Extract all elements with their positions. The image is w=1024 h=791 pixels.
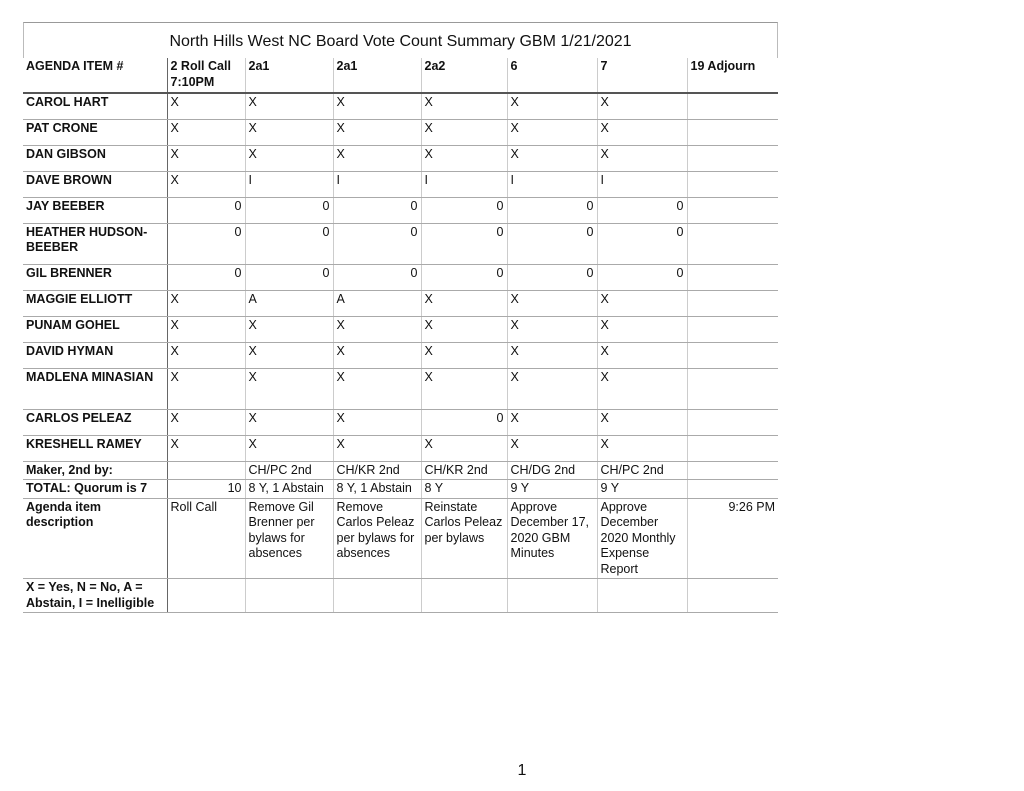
vote-cell bbox=[687, 316, 778, 342]
table-row bbox=[23, 461, 778, 480]
vote-cell: I bbox=[245, 171, 333, 197]
vote-cell: X bbox=[167, 409, 245, 435]
vote-cell bbox=[687, 93, 778, 119]
vote-cell: X bbox=[333, 93, 421, 119]
vote-cell: X bbox=[245, 342, 333, 368]
vote-cell bbox=[421, 579, 507, 613]
vote-cell: CH/KR 2nd bbox=[421, 461, 507, 480]
vote-cell: 0 bbox=[333, 223, 421, 264]
column-header: 2 Roll Call 7:10PM bbox=[167, 58, 245, 93]
vote-cell bbox=[687, 119, 778, 145]
vote-cell: A bbox=[333, 290, 421, 316]
vote-cell bbox=[687, 480, 778, 499]
row-label: PUNAM GOHEL bbox=[23, 316, 167, 342]
table-row bbox=[23, 223, 778, 264]
row-label: KRESHELL RAMEY bbox=[23, 435, 167, 461]
vote-cell: X bbox=[167, 290, 245, 316]
vote-cell: X bbox=[507, 290, 597, 316]
vote-cell bbox=[687, 290, 778, 316]
row-label: CAROL HART bbox=[23, 93, 167, 119]
vote-cell: X bbox=[507, 119, 597, 145]
vote-cell: X bbox=[597, 368, 687, 409]
vote-cell bbox=[687, 409, 778, 435]
table-row bbox=[23, 368, 778, 409]
vote-summary-sheet bbox=[23, 22, 778, 613]
vote-cell: 0 bbox=[507, 223, 597, 264]
vote-cell: X bbox=[597, 119, 687, 145]
vote-cell bbox=[687, 579, 778, 613]
table-row bbox=[23, 93, 778, 119]
vote-cell: X bbox=[333, 368, 421, 409]
vote-cell: Remove Carlos Peleaz per bylaws for absences bbox=[333, 498, 421, 579]
vote-cell bbox=[687, 145, 778, 171]
vote-cell: Approve December 2020 Monthly Expense Report bbox=[597, 498, 687, 579]
vote-cell: 8 Y, 1 Abstain bbox=[333, 480, 421, 499]
vote-cell: CH/PC 2nd bbox=[597, 461, 687, 480]
vote-cell bbox=[687, 197, 778, 223]
vote-cell: 0 bbox=[167, 264, 245, 290]
vote-table bbox=[23, 58, 778, 613]
vote-cell: 9:26 PM bbox=[687, 498, 778, 579]
row-label: X = Yes, N = No, A = Abstain, I = Inelligible bbox=[23, 579, 167, 613]
row-label: Agenda item description bbox=[23, 498, 167, 579]
vote-cell: Roll Call bbox=[167, 498, 245, 579]
vote-cell: X bbox=[167, 171, 245, 197]
vote-cell: X bbox=[245, 409, 333, 435]
vote-cell: 0 bbox=[597, 197, 687, 223]
row-label: TOTAL: Quorum is 7 bbox=[23, 480, 167, 499]
header-row bbox=[23, 58, 778, 93]
vote-cell: 0 bbox=[333, 197, 421, 223]
vote-cell: X bbox=[507, 435, 597, 461]
vote-cell: 0 bbox=[245, 197, 333, 223]
row-label: DAVID HYMAN bbox=[23, 342, 167, 368]
vote-cell bbox=[687, 435, 778, 461]
vote-cell: X bbox=[245, 145, 333, 171]
table-row bbox=[23, 316, 778, 342]
vote-cell bbox=[597, 579, 687, 613]
vote-cell: X bbox=[597, 342, 687, 368]
row-label: HEATHER HUDSON-BEEBER bbox=[23, 223, 167, 264]
vote-cell: X bbox=[507, 316, 597, 342]
vote-cell: CH/KR 2nd bbox=[333, 461, 421, 480]
vote-cell: X bbox=[167, 435, 245, 461]
column-header: 19 Adjourn bbox=[687, 58, 778, 93]
vote-cell bbox=[507, 579, 597, 613]
vote-cell bbox=[687, 461, 778, 480]
column-header: 2a1 bbox=[333, 58, 421, 93]
vote-cell: X bbox=[421, 290, 507, 316]
row-label: MADLENA MINASIAN bbox=[23, 368, 167, 409]
vote-cell: 0 bbox=[421, 197, 507, 223]
vote-cell: X bbox=[507, 342, 597, 368]
vote-cell: 0 bbox=[597, 223, 687, 264]
vote-cell: X bbox=[333, 435, 421, 461]
vote-cell: 10 bbox=[167, 480, 245, 499]
vote-cell bbox=[687, 223, 778, 264]
vote-cell: X bbox=[421, 93, 507, 119]
row-label: PAT CRONE bbox=[23, 119, 167, 145]
vote-cell: X bbox=[421, 316, 507, 342]
vote-cell: 0 bbox=[507, 197, 597, 223]
row-label: CARLOS PELEAZ bbox=[23, 409, 167, 435]
vote-cell: X bbox=[421, 368, 507, 409]
table-row bbox=[23, 197, 778, 223]
vote-cell: X bbox=[507, 145, 597, 171]
vote-cell: X bbox=[421, 435, 507, 461]
row-label: GIL BRENNER bbox=[23, 264, 167, 290]
vote-cell: X bbox=[167, 316, 245, 342]
column-header: 7 bbox=[597, 58, 687, 93]
vote-cell: X bbox=[333, 316, 421, 342]
vote-cell: X bbox=[597, 145, 687, 171]
vote-cell: 8 Y bbox=[421, 480, 507, 499]
vote-cell: I bbox=[597, 171, 687, 197]
vote-cell bbox=[687, 264, 778, 290]
vote-cell: X bbox=[507, 409, 597, 435]
vote-cell: X bbox=[597, 93, 687, 119]
vote-cell: X bbox=[333, 342, 421, 368]
vote-cell: X bbox=[167, 342, 245, 368]
vote-cell bbox=[245, 579, 333, 613]
vote-cell: X bbox=[421, 145, 507, 171]
vote-cell: X bbox=[245, 93, 333, 119]
table-row bbox=[23, 290, 778, 316]
vote-cell: 0 bbox=[507, 264, 597, 290]
vote-cell: Remove Gil Brenner per bylaws for absences bbox=[245, 498, 333, 579]
row-label: MAGGIE ELLIOTT bbox=[23, 290, 167, 316]
vote-cell bbox=[687, 342, 778, 368]
vote-cell: 0 bbox=[421, 264, 507, 290]
row-label: Maker, 2nd by: bbox=[23, 461, 167, 480]
vote-cell: X bbox=[245, 368, 333, 409]
vote-cell: I bbox=[421, 171, 507, 197]
vote-cell: 0 bbox=[245, 264, 333, 290]
column-header: 2a1 bbox=[245, 58, 333, 93]
table-row bbox=[23, 171, 778, 197]
column-header: 6 bbox=[507, 58, 597, 93]
vote-cell bbox=[167, 579, 245, 613]
row-label: DAN GIBSON bbox=[23, 145, 167, 171]
vote-cell: X bbox=[167, 93, 245, 119]
vote-cell: X bbox=[597, 409, 687, 435]
vote-cell: X bbox=[333, 145, 421, 171]
vote-cell: 9 Y bbox=[507, 480, 597, 499]
column-header: AGENDA ITEM # bbox=[23, 58, 167, 93]
vote-cell: X bbox=[333, 119, 421, 145]
vote-cell: 0 bbox=[167, 197, 245, 223]
vote-cell: I bbox=[507, 171, 597, 197]
vote-cell: 0 bbox=[597, 264, 687, 290]
vote-cell: X bbox=[597, 435, 687, 461]
page-number: 1 bbox=[517, 762, 527, 779]
vote-cell: 0 bbox=[333, 264, 421, 290]
row-label: JAY BEEBER bbox=[23, 197, 167, 223]
vote-cell: X bbox=[167, 368, 245, 409]
table-row bbox=[23, 342, 778, 368]
column-header: 2a2 bbox=[421, 58, 507, 93]
vote-cell bbox=[167, 461, 245, 480]
table-row bbox=[23, 264, 778, 290]
table-row bbox=[23, 480, 778, 499]
vote-cell: X bbox=[421, 119, 507, 145]
row-label: DAVE BROWN bbox=[23, 171, 167, 197]
table-row bbox=[23, 119, 778, 145]
vote-cell: X bbox=[507, 368, 597, 409]
table-row bbox=[23, 435, 778, 461]
vote-cell: 0 bbox=[421, 223, 507, 264]
vote-cell: X bbox=[421, 342, 507, 368]
vote-cell: X bbox=[333, 409, 421, 435]
vote-cell: X bbox=[245, 435, 333, 461]
table-row bbox=[23, 145, 778, 171]
vote-cell: Approve December 17, 2020 GBM Minutes bbox=[507, 498, 597, 579]
vote-cell bbox=[333, 579, 421, 613]
vote-cell: 9 Y bbox=[597, 480, 687, 499]
table-row bbox=[23, 579, 778, 613]
vote-cell: X bbox=[507, 93, 597, 119]
vote-cell: X bbox=[167, 145, 245, 171]
vote-cell: Reinstate Carlos Peleaz per bylaws bbox=[421, 498, 507, 579]
table-row bbox=[23, 498, 778, 579]
vote-cell: X bbox=[167, 119, 245, 145]
vote-cell: CH/PC 2nd bbox=[245, 461, 333, 480]
vote-cell: 8 Y, 1 Abstain bbox=[245, 480, 333, 499]
vote-cell: X bbox=[245, 316, 333, 342]
vote-cell: X bbox=[597, 290, 687, 316]
vote-cell: X bbox=[597, 316, 687, 342]
vote-cell: 0 bbox=[421, 409, 507, 435]
vote-cell: 0 bbox=[167, 223, 245, 264]
vote-cell: A bbox=[245, 290, 333, 316]
sheet-title: North Hills West NC Board Vote Count Summary GBM 1/21/2021 bbox=[23, 22, 778, 58]
vote-cell: I bbox=[333, 171, 421, 197]
vote-cell: CH/DG 2nd bbox=[507, 461, 597, 480]
vote-cell bbox=[687, 171, 778, 197]
table-row bbox=[23, 409, 778, 435]
vote-cell: X bbox=[245, 119, 333, 145]
vote-cell bbox=[687, 368, 778, 409]
vote-cell: 0 bbox=[245, 223, 333, 264]
